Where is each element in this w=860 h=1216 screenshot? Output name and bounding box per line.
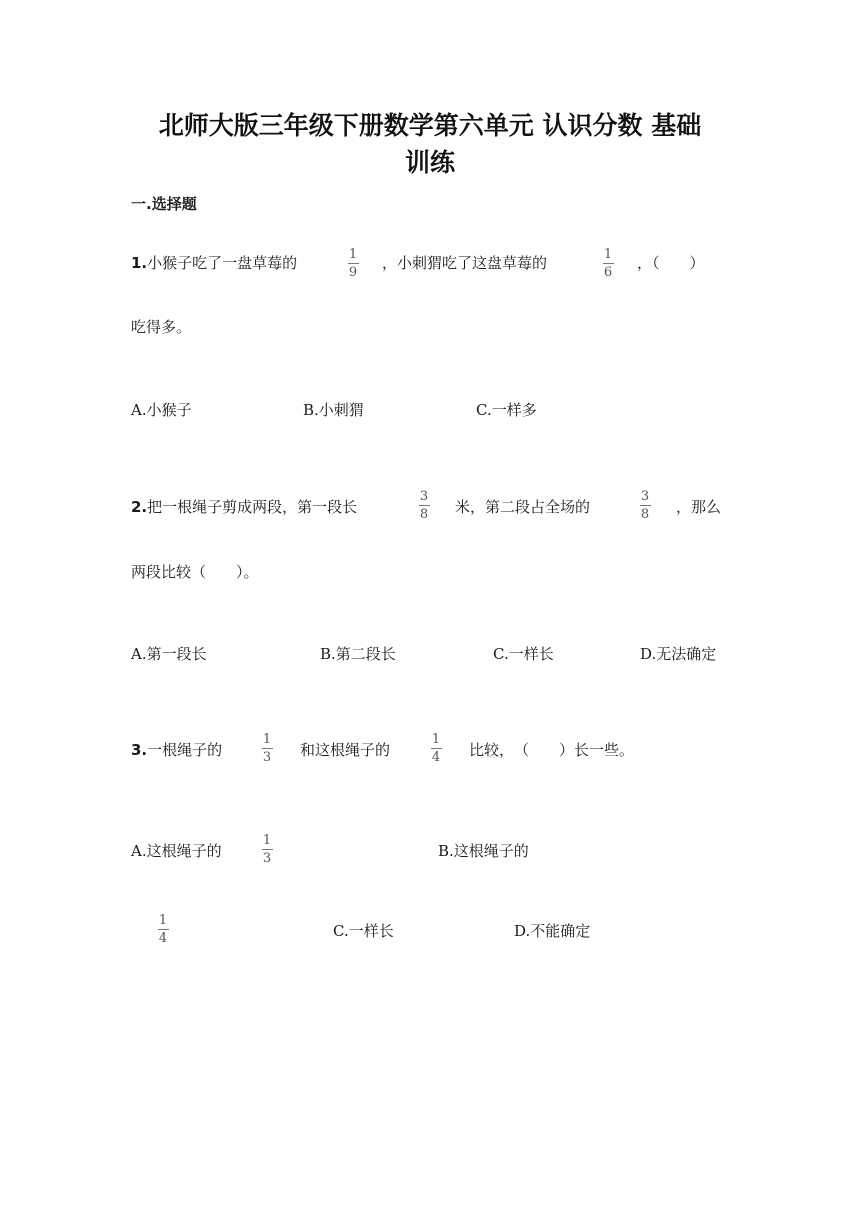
option-c[interactable]: C.一样长	[333, 922, 394, 940]
question-text: 比较， （ ）长一些。	[469, 741, 635, 759]
fraction: 1 6	[603, 247, 613, 280]
page-title-line2: 训练	[404, 148, 455, 177]
option-a[interactable]: A.第一段长	[131, 645, 207, 663]
fraction: 1 4	[431, 732, 441, 765]
option-c[interactable]: C.一样长	[493, 645, 554, 663]
option-b[interactable]: B.小刺猬	[303, 401, 364, 419]
option-d[interactable]: D.无法确定	[640, 645, 717, 663]
fraction: 3 8	[640, 489, 650, 522]
question-text: 米，第二段占全场的	[455, 498, 591, 516]
page-title-line1: 北师大版三年级下册数学第六单元 认识分数 基础	[158, 111, 702, 140]
fraction: 1 3	[262, 833, 272, 866]
question-3	[131, 739, 222, 760]
option-b[interactable]: B.这根绳子的	[438, 842, 529, 860]
question-text: 和这根绳子的	[300, 741, 391, 759]
fraction: 1 4	[158, 913, 168, 946]
option-c[interactable]: C.一样多	[476, 401, 537, 419]
option-b[interactable]: B.第二段长	[320, 645, 396, 663]
option-d[interactable]: D.不能确定	[514, 922, 591, 940]
question-2	[131, 496, 357, 517]
question-text: ，（ ）	[637, 254, 705, 272]
option-a[interactable]: A.这根绳子的	[131, 842, 222, 860]
question-text: 小猴子吃了一盘草莓的	[147, 254, 298, 272]
question-text: 两段比较（ ）。	[131, 563, 259, 581]
question-text: ，那么	[676, 498, 722, 516]
question-1	[131, 252, 297, 273]
fraction: 1 3	[262, 732, 272, 765]
question-text: 吃得多。	[131, 318, 192, 336]
fraction: 1 9	[348, 247, 358, 280]
option-a[interactable]: A.小猴子	[131, 401, 192, 419]
question-text: ，小刺猬吃了这盘草莓的	[382, 254, 548, 272]
question-number: 1.	[131, 254, 148, 272]
section-heading: 一.选择题	[131, 195, 197, 213]
question-number: 2.	[131, 498, 148, 516]
question-text: 把一根绳子剪成两段，第一段长	[147, 498, 358, 516]
fraction: 3 8	[419, 489, 429, 522]
question-number: 3.	[131, 741, 148, 759]
question-text: 一根绳子的	[147, 741, 223, 759]
